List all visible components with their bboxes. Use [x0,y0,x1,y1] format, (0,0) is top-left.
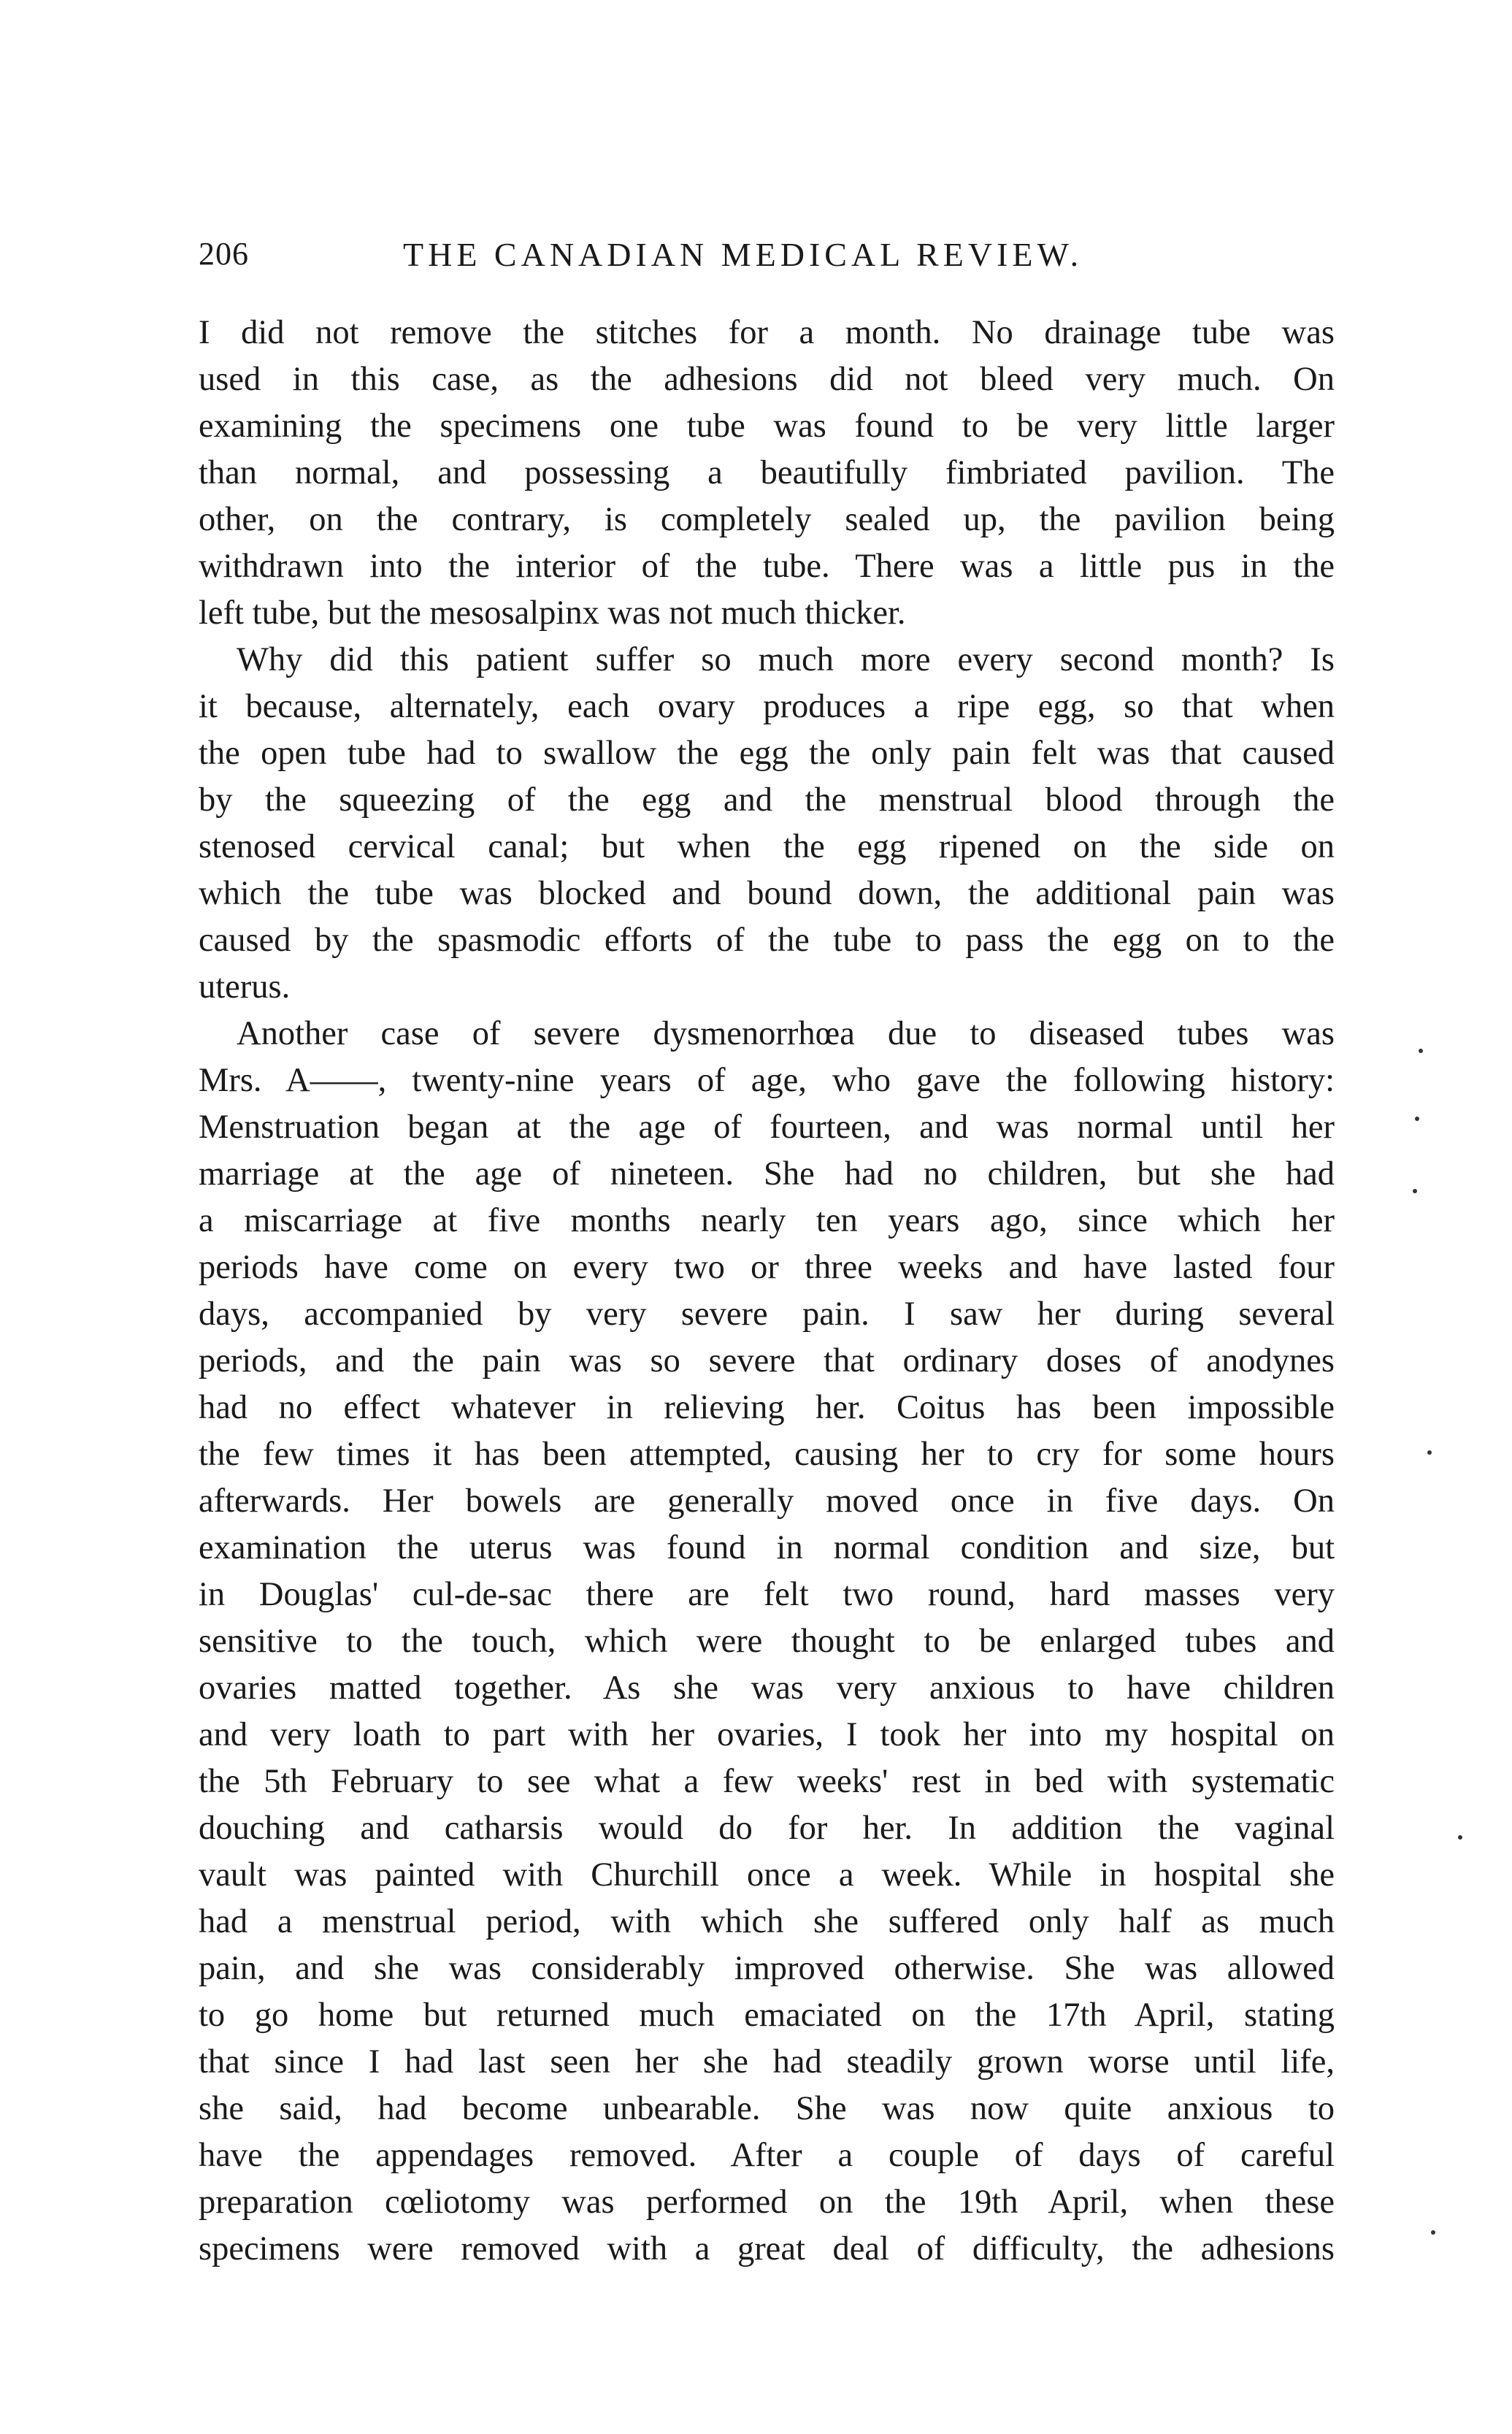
text-line: in Douglas' cul-de-sac there are felt two round, hard masses very [199,1576,1335,1613]
text-line: pain, and she was considerably improved otherwise. She was allowed [199,1950,1335,1987]
text-line: examining the specimens one tube was found to be very little larger [199,407,1335,445]
text-line: preparation cœliotomy was performed on the 19th April, when these [199,2184,1335,2221]
text-line: other, on the contrary, is completely sealed up, the pavilion being [199,501,1335,538]
text-line: she said, had become unbearable. She was now quite anxious to [199,2090,1335,2127]
page-header [199,235,1338,279]
text-line: it because, alternately, each ovary produces a ripe egg, so that when [199,688,1335,725]
text-line: sensitive to the touch, which were thought to be enlarged tubes and [199,1623,1335,1660]
scan-speck [1427,1450,1432,1455]
text-line: specimens were removed with a great deal of difficulty, the adhesions [199,2230,1335,2267]
text-line: which the tube was blocked and bound down, the additional pain was [199,875,1335,912]
scan-speck [1413,1189,1417,1193]
text-line: I did not remove the stitches for a month. No drainage tube was [199,314,1335,351]
text-line: examination the uterus was found in normal condition and size, but [199,1529,1335,1566]
text-line: a miscarriage at five months nearly ten years ago, since which her [199,1202,1335,1239]
scan-speck [1419,1049,1423,1053]
text-line: marriage at the age of nineteen. She had no children, but she had [199,1155,1335,1193]
text-line: than normal, and possessing a beautifully fimbriated pavilion. The [199,454,1335,491]
text-line: used in this case, as the adhesions did not bleed very much. On [199,361,1335,398]
text-line: have the appendages removed. After a couple of days of careful [199,2137,1335,2174]
text-line: days, accompanied by very severe pain. I saw her during several [199,1296,1335,1333]
text-line: Mrs. A——, twenty-nine years of age, who gave the following history: [199,1062,1335,1099]
text-line: the open tube had to swallow the egg the only pain felt was that caused [199,735,1335,772]
text-line: Another case of severe dysmenorrhœa due to diseased tubes was [237,1015,1335,1052]
text-line: to go home but returned much emaciated on the 17th April, stating [199,1997,1335,2034]
scan-speck [1431,2230,1435,2235]
text-line: caused by the spasmodic efforts of the tube to pass the egg on to the [199,922,1335,959]
text-line: periods, and the pain was so severe that ordinary doses of anodynes [199,1342,1335,1379]
text-line: afterwards. Her bowels are generally moved once in five days. On [199,1482,1335,1520]
text-line: stenosed cervical canal; but when the egg ripened on the side on [199,828,1335,865]
text-line: that since I had last seen her she had steadily grown worse until life, [199,2043,1335,2081]
text-line: had no effect whatever in relieving her. Coitus has been impossible [199,1389,1335,1426]
text-line: douching and catharsis would do for her. In addition the vaginal [199,1810,1335,1847]
text-line: the 5th February to see what a few weeks' rest in bed with systematic [199,1763,1335,1800]
text-line: Why did this patient suffer so much more every second month? Is [237,641,1335,678]
body-text [199,310,1335,2273]
text-line: periods have come on every two or three weeks and have lasted four [199,1249,1335,1286]
text-line: ovaries matted together. As she was very anxious to have children [199,1669,1335,1707]
text-line: Menstruation began at the age of fourteen, and was normal until her [199,1109,1335,1146]
scan-speck [1415,1117,1419,1121]
text-line: and very loath to part with her ovaries, I took her into my hospital on [199,1716,1335,1753]
page-number: 206 [199,236,249,272]
text-line: withdrawn into the interior of the tube. There was a little pus in the [199,548,1335,585]
text-line: had a menstrual period, with which she suffered only half as much [199,1903,1335,1940]
text-line: by the squeezing of the egg and the menstrual blood through the [199,781,1335,819]
text-line: left tube, but the mesosalpinx was not much thicker. [199,594,906,632]
text-line: the few times it has been attempted, causing her to cry for some hours [199,1436,1335,1473]
text-line: uterus. [199,968,291,1006]
running-title: THE CANADIAN MEDICAL REVIEW. [403,236,1083,273]
scan-speck [1458,1835,1462,1840]
text-line: vault was painted with Churchill once a week. While in hospital she [199,1856,1335,1894]
